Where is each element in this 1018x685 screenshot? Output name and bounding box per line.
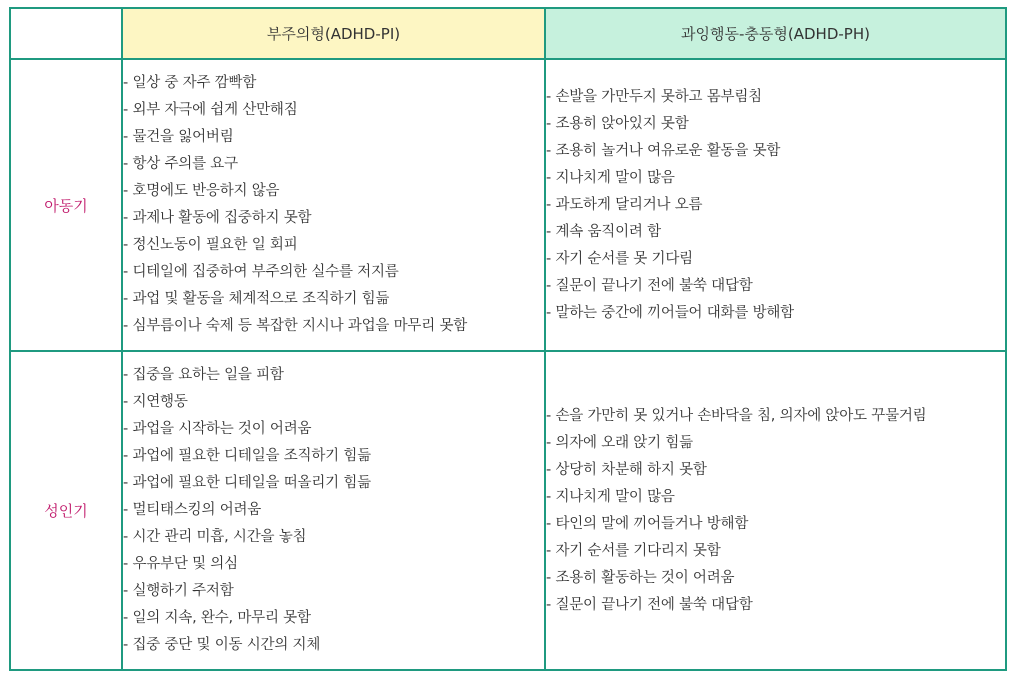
list-item: - 타인의 말에 끼어들거나 방해함 xyxy=(546,515,749,532)
list-item: - 지나치게 말이 많음 xyxy=(546,169,675,186)
header-inattentive-type: 부주의형(ADHD-PI) xyxy=(122,8,545,59)
list-item: - 조용히 활동하는 것이 어려움 xyxy=(546,569,735,586)
list-item: - 실행하기 주저함 xyxy=(123,583,234,599)
list-item: - 일의 지속, 완수, 마무리 못함 xyxy=(123,610,311,626)
list-item: - 지연행동 xyxy=(123,394,188,410)
list-item: - 지나치게 말이 많음 xyxy=(546,488,675,505)
list-item: - 조용히 놀거나 여유로운 활동을 못함 xyxy=(546,142,781,159)
list-item: - 질문이 끝나기 전에 불쑥 대답함 xyxy=(546,596,753,613)
list-item: - 항상 주의를 요구 xyxy=(123,156,238,172)
list-item: - 자기 순서를 기다리지 못함 xyxy=(546,542,721,559)
list-item: - 과업에 필요한 디테일을 조직하기 힘듦 xyxy=(123,448,371,464)
list-item: - 시간 관리 미흡, 시간을 놓침 xyxy=(123,529,307,545)
list-item: - 우유부단 및 의심 xyxy=(123,556,238,572)
row-label-adulthood: 성인기 xyxy=(10,351,122,670)
adhd-comparison-table xyxy=(9,7,1007,671)
list-item: - 질문이 끝나기 전에 불쑥 대답함 xyxy=(546,277,753,294)
list-item: - 집중을 요하는 일을 피함 xyxy=(123,367,284,383)
list-item: - 자기 순서를 못 기다림 xyxy=(546,250,693,267)
list-item: - 일상 중 자주 깜빡함 xyxy=(123,75,257,91)
list-item: - 의자에 오래 앉기 힘듦 xyxy=(546,434,693,451)
list-item: - 외부 자극에 쉽게 산만해짐 xyxy=(123,102,298,118)
row-adulthood xyxy=(10,351,1006,670)
symptom-list xyxy=(546,84,1005,327)
header-corner-cell xyxy=(10,8,122,59)
list-item: - 과업을 시작하는 것이 어려움 xyxy=(123,421,312,437)
list-item: - 말하는 중간에 끼어들어 대화를 방해함 xyxy=(546,304,794,321)
list-item: - 집중 중단 및 이동 시간의 지체 xyxy=(123,637,321,653)
list-item: - 계속 움직이려 함 xyxy=(546,223,661,240)
symptom-list xyxy=(123,70,544,340)
cell-adulthood-hyperactive xyxy=(545,351,1006,670)
header-hyperactive-type: 과잉행동-충동형(ADHD-PH) xyxy=(545,8,1006,59)
list-item: - 손을 가만히 못 있거나 손바닥을 침, 의자에 앉아도 꾸물거림 xyxy=(546,407,927,424)
list-item: - 디테일에 집중하여 부주의한 실수를 저지름 xyxy=(123,264,399,280)
symptom-list xyxy=(546,403,1005,619)
list-item: - 과도하게 달리거나 오름 xyxy=(546,196,703,213)
list-item: - 손발을 가만두지 못하고 몸부림침 xyxy=(546,88,762,105)
symptom-list xyxy=(123,362,544,659)
list-item: - 조용히 앉아있지 못함 xyxy=(546,115,689,132)
list-item: - 멀티태스킹의 어려움 xyxy=(123,502,262,518)
list-item: - 과제나 활동에 집중하지 못함 xyxy=(123,210,312,226)
header-row xyxy=(10,8,1006,59)
row-childhood xyxy=(10,59,1006,351)
list-item: - 심부름이나 숙제 등 복잡한 지시나 과업을 마무리 못함 xyxy=(123,318,468,334)
list-item: - 정신노동이 필요한 일 회피 xyxy=(123,237,298,253)
cell-childhood-inattentive xyxy=(122,59,545,351)
list-item: - 물건을 잃어버림 xyxy=(123,129,234,145)
cell-adulthood-inattentive xyxy=(122,351,545,670)
list-item: - 과업 및 활동을 체계적으로 조직하기 힘듦 xyxy=(123,291,390,307)
cell-childhood-hyperactive xyxy=(545,59,1006,351)
row-label-childhood: 아동기 xyxy=(10,59,122,351)
list-item: - 상당히 차분해 하지 못함 xyxy=(546,461,707,478)
list-item: - 과업에 필요한 디테일을 떠올리기 힘듦 xyxy=(123,475,371,491)
list-item: - 호명에도 반응하지 않음 xyxy=(123,183,280,199)
